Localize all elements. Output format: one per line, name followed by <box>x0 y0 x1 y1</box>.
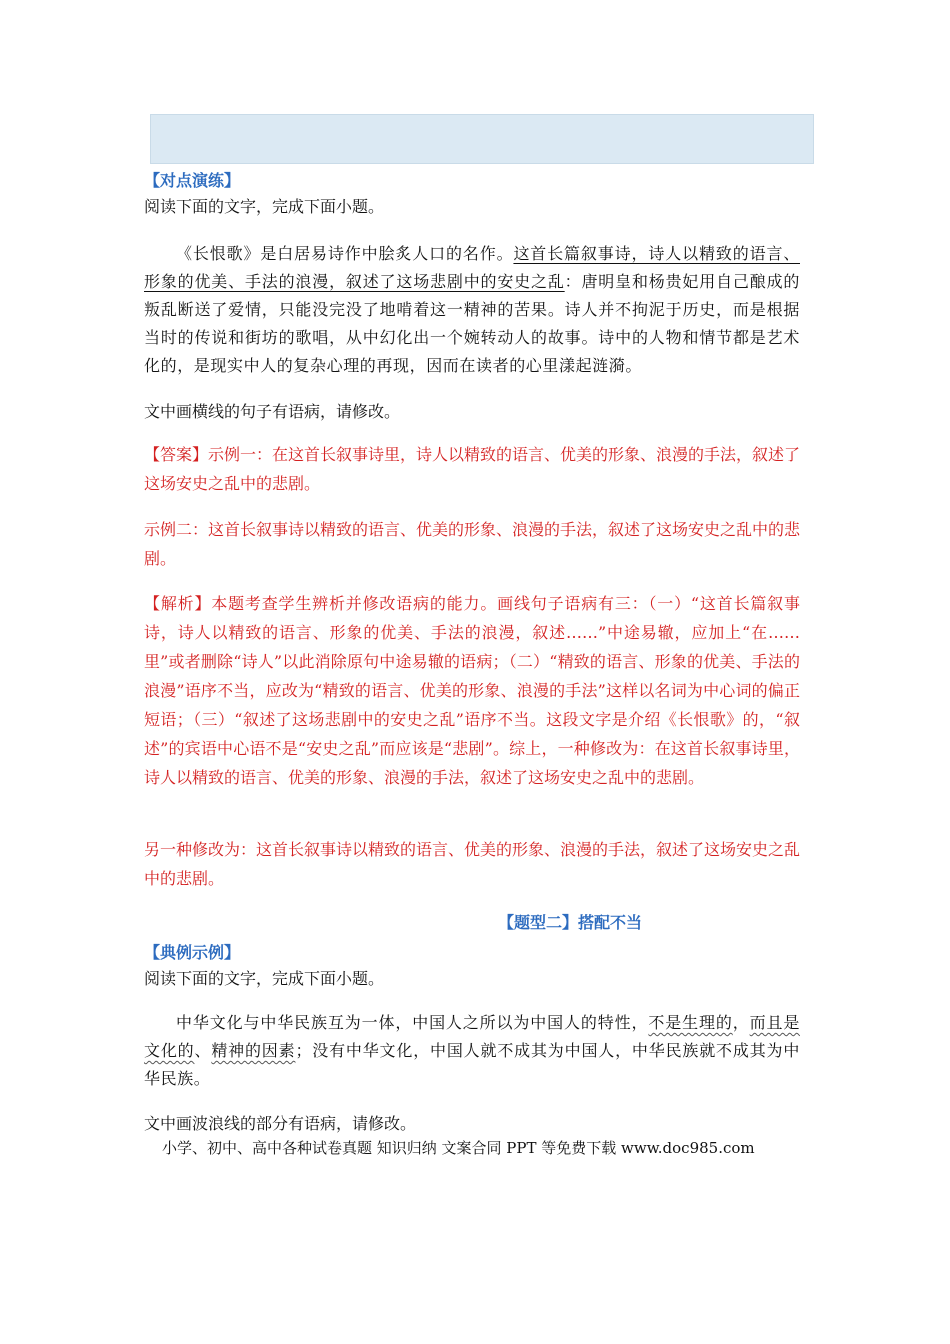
question-1: 文中画横线的句子有语病，请修改。 <box>144 402 401 421</box>
passage-2-middle: ， <box>732 1013 750 1032</box>
answer-2: 示例二：这首长叙事诗以精致的语言、优美的形象、浪漫的手法，叙述了这场安史之乱中的悲剧。 <box>144 520 801 568</box>
passage-1-after: ：唐明皇和杨贵妃用自己酿成的叛乱断送了爱情，只能没完没了地啃着这一精神的苦果。诗人并不拘泥于历史，而是根据当时的传说和街坊的歌唱，从中幻化出一个婉转动人的故事。诗中的人物和情节都是艺术化的，是现实中人的复杂心理的再现，因而在读者的心里漾起涟漪。 <box>144 272 800 375</box>
passage-2-wavy-3: 精神的因素 <box>211 1041 296 1060</box>
analysis: 【解析】本题考查学生辨析并修改语病的能力。画线句子语病有三：（一）“这首长篇叙事诗，诗人以精致的语言、形象的优美、手法的浪漫，叙述……”中途易辙，应加上“在……里”或者删除“诗人”以此消除原句中途易辙的语病；（二）“精致的语言、形象的优美、手法的浪漫”语序不当，应改为“精致的语言、优美的形象、浪漫的手法”这样以名词为中心词的偏正短语；（三）“叙述了这场悲剧中的安史之乱”语序不当。这段文字是介绍《长恨歌》的，“叙述”的宾语中心语不是“安史之乱”而应该是“悲剧”。综上，一种修改为：在这首长叙事诗里，诗人以精致的语言、优美的形象、浪漫的手法，叙述了这场安史之乱中的悲剧。 <box>144 594 800 787</box>
alternative-answer: 另一种修改为：这首长叙事诗以精致的语言、优美的形象、浪漫的手法，叙述了这场安史之乱中的悲剧。 <box>144 840 801 888</box>
passage-1-before: 《长恨歌》是白居易诗作中脍炙人口的名作。 <box>176 244 514 263</box>
passage-1 <box>144 240 800 380</box>
passage-2-before: 中华文化与中华民族互为一体，中国人之所以为中国人的特性， <box>176 1013 649 1032</box>
passage-2-after: ；没有中华文化，中国人就不成其为中国人，中华民族就不成其为中华民族。 <box>144 1041 800 1088</box>
footer-text: 小学、初中、高中各种试卷真题 知识归纳 文案合同 PPT 等免费下载 www.doc985.com <box>162 1139 755 1157</box>
practice-heading: 【对点演练】 <box>144 171 241 190</box>
example-heading: 【典例示例】 <box>144 943 241 962</box>
section-2-title: 【题型二】搭配不当 <box>497 913 642 932</box>
question-2: 文中画波浪线的部分有语病，请修改。 <box>144 1114 417 1133</box>
instruction-1: 阅读下面的文字，完成下面小题。 <box>144 197 385 216</box>
passage-2-wavy-2: 而且是文化的 <box>144 1013 800 1060</box>
blue-note-box <box>150 114 814 164</box>
passage-2 <box>144 1009 800 1093</box>
passage-1-underlined: 这首长篇叙事诗，诗人以精致的语言、形象的优美、手法的浪漫，叙述了这场悲剧中的安史之乱 <box>144 244 800 291</box>
answer-1: 【答案】示例一：在这首长叙事诗里，诗人以精致的语言、优美的形象、浪漫的手法，叙述了这场安史之乱中的悲剧。 <box>144 445 801 493</box>
instruction-2: 阅读下面的文字，完成下面小题。 <box>144 969 385 988</box>
passage-2-wavy-1: 不是生理的 <box>648 1013 733 1032</box>
passage-2-middle-2: 、 <box>194 1041 212 1060</box>
